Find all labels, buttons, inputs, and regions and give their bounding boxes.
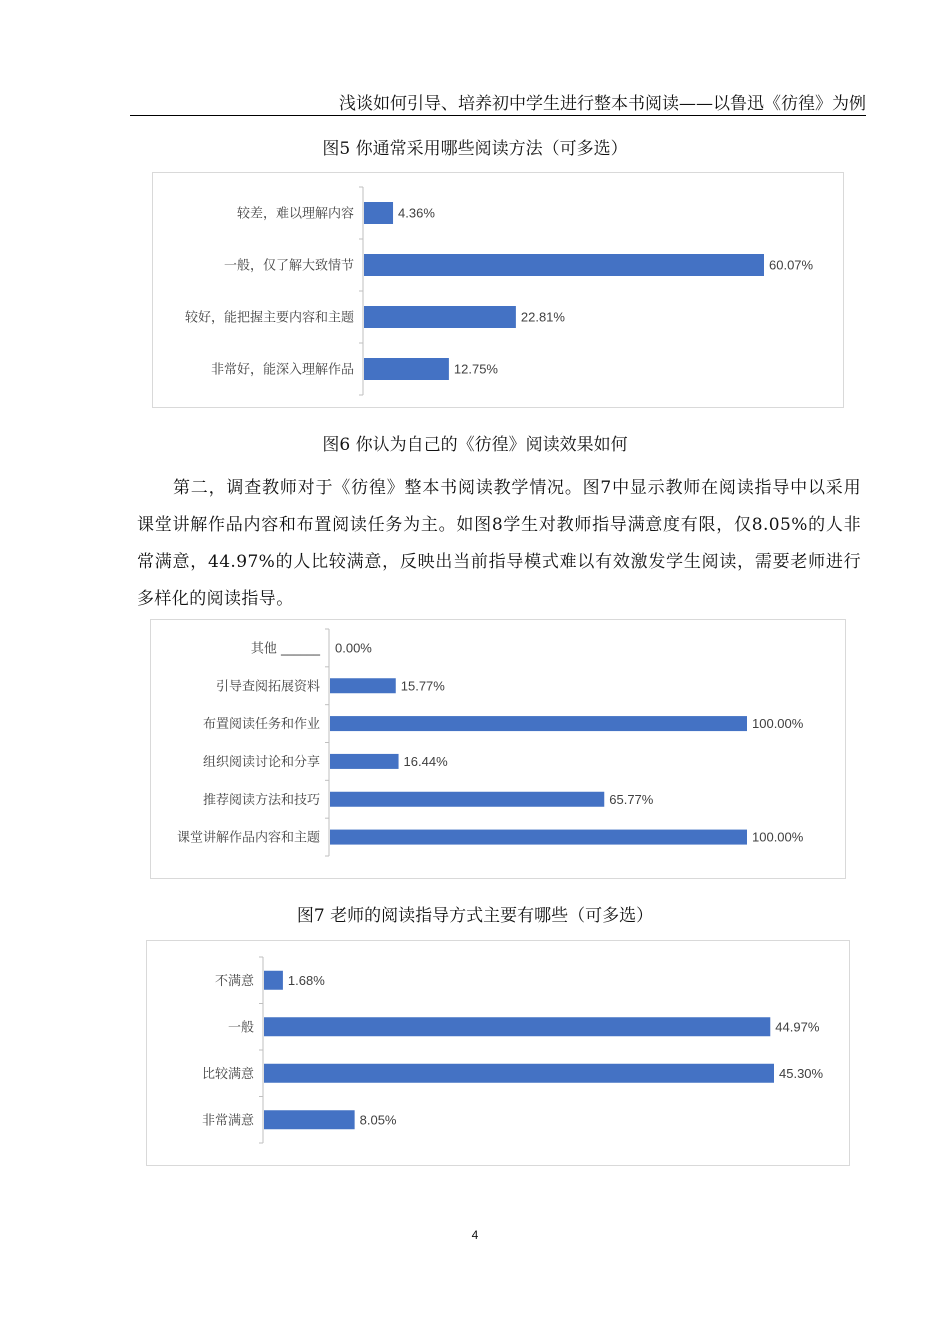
bar [264, 1064, 774, 1083]
category-label: 非常满意 [201, 1113, 254, 1129]
bar [330, 716, 747, 731]
chart-reading-effect-svg [153, 173, 843, 407]
value-label: 45.30% [779, 1065, 824, 1081]
value-label: 16.44% [403, 753, 448, 769]
category-label: 布置阅读任务和作业 [202, 717, 320, 733]
category-label: 比较满意 [201, 1066, 254, 1082]
bar [330, 754, 399, 769]
bar [264, 971, 283, 990]
running-header: 浅谈如何引导、培养初中学生进行整本书阅读——以鲁迅《彷徨》为例 [339, 94, 866, 114]
bar [364, 358, 449, 380]
category-label: 一般 [227, 1020, 254, 1036]
category-label: 组织阅读讨论和分享 [202, 754, 320, 770]
chart-satisfaction-svg [147, 941, 849, 1165]
value-label: 12.75% [453, 361, 498, 377]
chart-teacher-guidance-svg [151, 620, 845, 878]
category-label: 引导查阅拓展资料 [215, 679, 320, 695]
body-paragraph: 第二，调查教师对于《彷徨》整本书阅读教学情况。图7中显示教师在阅读指导中以采用课堂讲解作品内容和布置阅读任务为主。如图8学生对教师指导满意度有限，仅8.05%的人非常满意，44.97%的人比较满意，反映出当前指导模式难以有效激发学生阅读，需要老师进行多样化的阅读指导。 [137, 478, 861, 609]
category-label: 不满意 [214, 973, 254, 989]
bar [330, 678, 396, 693]
value-label: 0.00% [335, 640, 372, 656]
page-number: 4 [471, 1228, 479, 1242]
bar [264, 1017, 770, 1036]
value-label: 1.68% [287, 972, 325, 988]
header-rule [130, 115, 866, 116]
value-label: 60.07% [769, 257, 814, 273]
value-label: 100.00% [752, 829, 804, 845]
value-label: 22.81% [520, 309, 565, 325]
chart-teacher-guidance [150, 619, 846, 879]
chart-reading-effect [152, 172, 844, 408]
value-label: 4.36% [398, 205, 435, 221]
category-label: 非常好，能深入理解作品 [210, 362, 354, 378]
category-label: 课堂讲解作品内容和主题 [176, 830, 320, 846]
bar [330, 792, 604, 807]
value-label: 44.97% [775, 1019, 820, 1035]
value-label: 8.05% [359, 1112, 397, 1128]
bar [364, 306, 516, 328]
figure-7-caption: 图7 老师的阅读指导方式主要有哪些（可多选） [296, 906, 654, 926]
value-label: 100.00% [752, 716, 804, 732]
value-label: 15.77% [400, 678, 445, 694]
figure-5-caption: 图5 你通常采用哪些阅读方法（可多选） [322, 139, 628, 159]
chart-satisfaction [146, 940, 850, 1166]
figure-6-caption: 图6 你认为自己的《彷徨》阅读效果如何 [322, 435, 628, 455]
category-label: 较好，能把握主要内容和主题 [184, 310, 354, 326]
bar [364, 202, 393, 224]
body-text [137, 470, 861, 618]
bar [364, 254, 764, 276]
category-label: 较差，难以理解内容 [236, 206, 354, 222]
category-label: 一般，仅了解大致情节 [223, 258, 354, 274]
bar [330, 830, 747, 845]
bar [264, 1110, 355, 1129]
category-label: 推荐阅读方法和技巧 [202, 792, 320, 808]
category-label: 其他 ______ [250, 641, 320, 657]
value-label: 65.77% [609, 791, 654, 807]
